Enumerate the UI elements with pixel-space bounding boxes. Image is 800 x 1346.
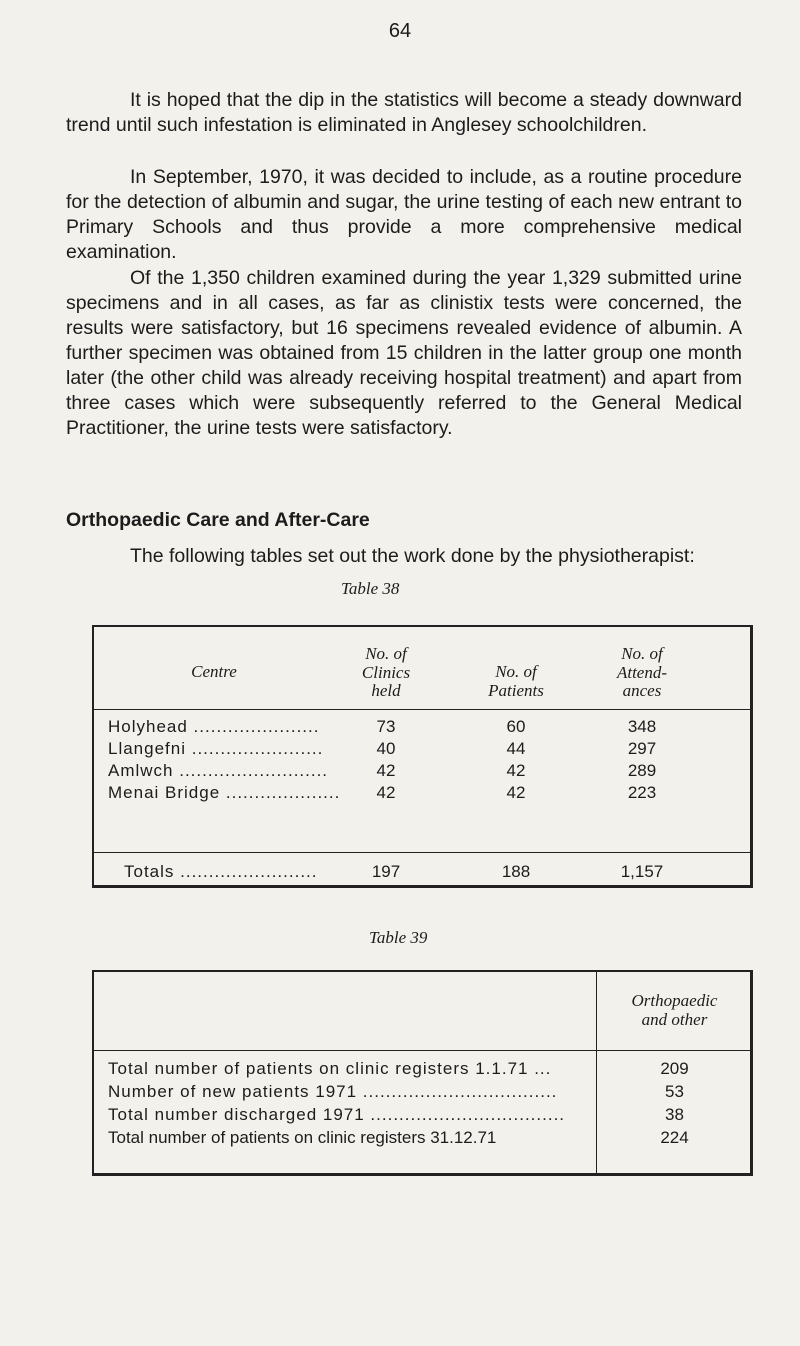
paragraph-3 [66, 266, 742, 441]
header-patients [464, 663, 568, 700]
table-row [94, 761, 750, 779]
table-row [94, 739, 750, 757]
clinics-held-cell: 42 [376, 783, 396, 802]
header-line: No. of [365, 644, 407, 663]
section-heading: Orthopaedic Care and After-Care [66, 509, 370, 531]
attendances-cell: 289 [627, 761, 657, 780]
paragraph-3-text: Of the 1,350 children examined during the year 1,329 submitted urine specimens and in all cases, as far as clinistix tests were concerned, the results were satisfactory, but 16 specimens revealed evidence of albumin. A further specimen was obtained from 15 children in the latter group one month later (the other child was already receiving hospital treatment) and apart from three cases which were subsequently referred to the General Medical Practitioner, the urine tests were satisfactory. [66, 267, 742, 439]
header-clinics-held [334, 645, 438, 701]
table-39-caption: Table 39 [369, 928, 428, 947]
header-orthopaedic-and-other [596, 992, 753, 1029]
header-line: held [371, 681, 401, 700]
header-line: and other [641, 1009, 708, 1029]
totals-label: Totals ........................ [124, 862, 318, 881]
table-row [94, 783, 750, 801]
tables-intro [66, 545, 742, 568]
table-38-header-row [94, 627, 750, 710]
header-line: Attend- [616, 662, 668, 682]
table-row [94, 1082, 750, 1101]
patients-cell: 42 [506, 761, 526, 780]
totals-clinics-cell: 197 [371, 862, 401, 881]
header-line: Clinics [361, 662, 411, 682]
totals-row [94, 862, 750, 880]
row-value: 224 [660, 1128, 689, 1147]
patients-cell: 44 [506, 739, 526, 758]
table-row [94, 1059, 750, 1078]
paragraph-2 [66, 165, 742, 265]
table-39 [92, 970, 753, 1176]
totals-attendances-cell: 1,157 [620, 862, 664, 881]
page-number: 64 [388, 20, 412, 42]
paragraph-1-text: It is hoped that the dip in the statistics will become a steady downward trend until such infestation is eliminated in Anglesey schoolchildren. [66, 89, 742, 136]
row-label: Total number of patients on clinic registers 31.12.71 [108, 1128, 497, 1147]
attendances-cell: 223 [627, 783, 657, 802]
centre-name: Llangefni ....................... [108, 739, 324, 758]
header-line: No. of [495, 662, 537, 681]
centre-name: Holyhead ...................... [108, 717, 320, 736]
table-38-totals [94, 852, 750, 889]
row-value: 53 [665, 1082, 684, 1101]
row-value: 38 [665, 1105, 684, 1124]
centre-name: Amlwch .......................... [108, 761, 329, 780]
header-divider [94, 1050, 750, 1051]
row-value: 209 [660, 1059, 689, 1078]
clinics-held-cell: 40 [376, 739, 396, 758]
header-centre [124, 663, 304, 682]
patients-cell: 42 [506, 783, 526, 802]
paragraph-1 [66, 88, 742, 138]
table-row [94, 1105, 750, 1124]
row-label: Total number of patients on clinic registers 1.1.71 ... [108, 1059, 552, 1078]
header-centre-label: Centre [191, 662, 237, 681]
patients-cell: 60 [506, 717, 526, 736]
totals-patients-cell: 188 [501, 862, 531, 881]
row-label: Total number discharged 1971 .................................. [108, 1105, 566, 1124]
header-line: No. of [621, 644, 663, 663]
table-38 [92, 625, 753, 888]
clinics-held-cell: 42 [376, 761, 396, 780]
clinics-held-cell: 73 [376, 717, 396, 736]
table-row [94, 717, 750, 735]
row-label: Number of new patients 1971 .................................. [108, 1082, 558, 1101]
tables-intro-text: The following tables set out the work done by the physiotherapist: [130, 545, 695, 567]
paragraph-2-text: In September, 1970, it was decided to include, as a routine procedure for the detection of albumin and sugar, the urine testing of each new entrant to Primary Schools and thus provide a more comprehensive medical examination. [66, 166, 742, 263]
table-38-caption: Table 38 [341, 579, 400, 598]
attendances-cell: 348 [627, 717, 657, 736]
header-attendances [590, 645, 694, 701]
header-line: Orthopaedic [631, 991, 718, 1010]
header-line: ances [622, 681, 662, 700]
header-line: Patients [488, 680, 544, 700]
table-row [94, 1128, 750, 1147]
attendances-cell: 297 [627, 739, 657, 758]
centre-name: Menai Bridge .................... [108, 783, 341, 802]
